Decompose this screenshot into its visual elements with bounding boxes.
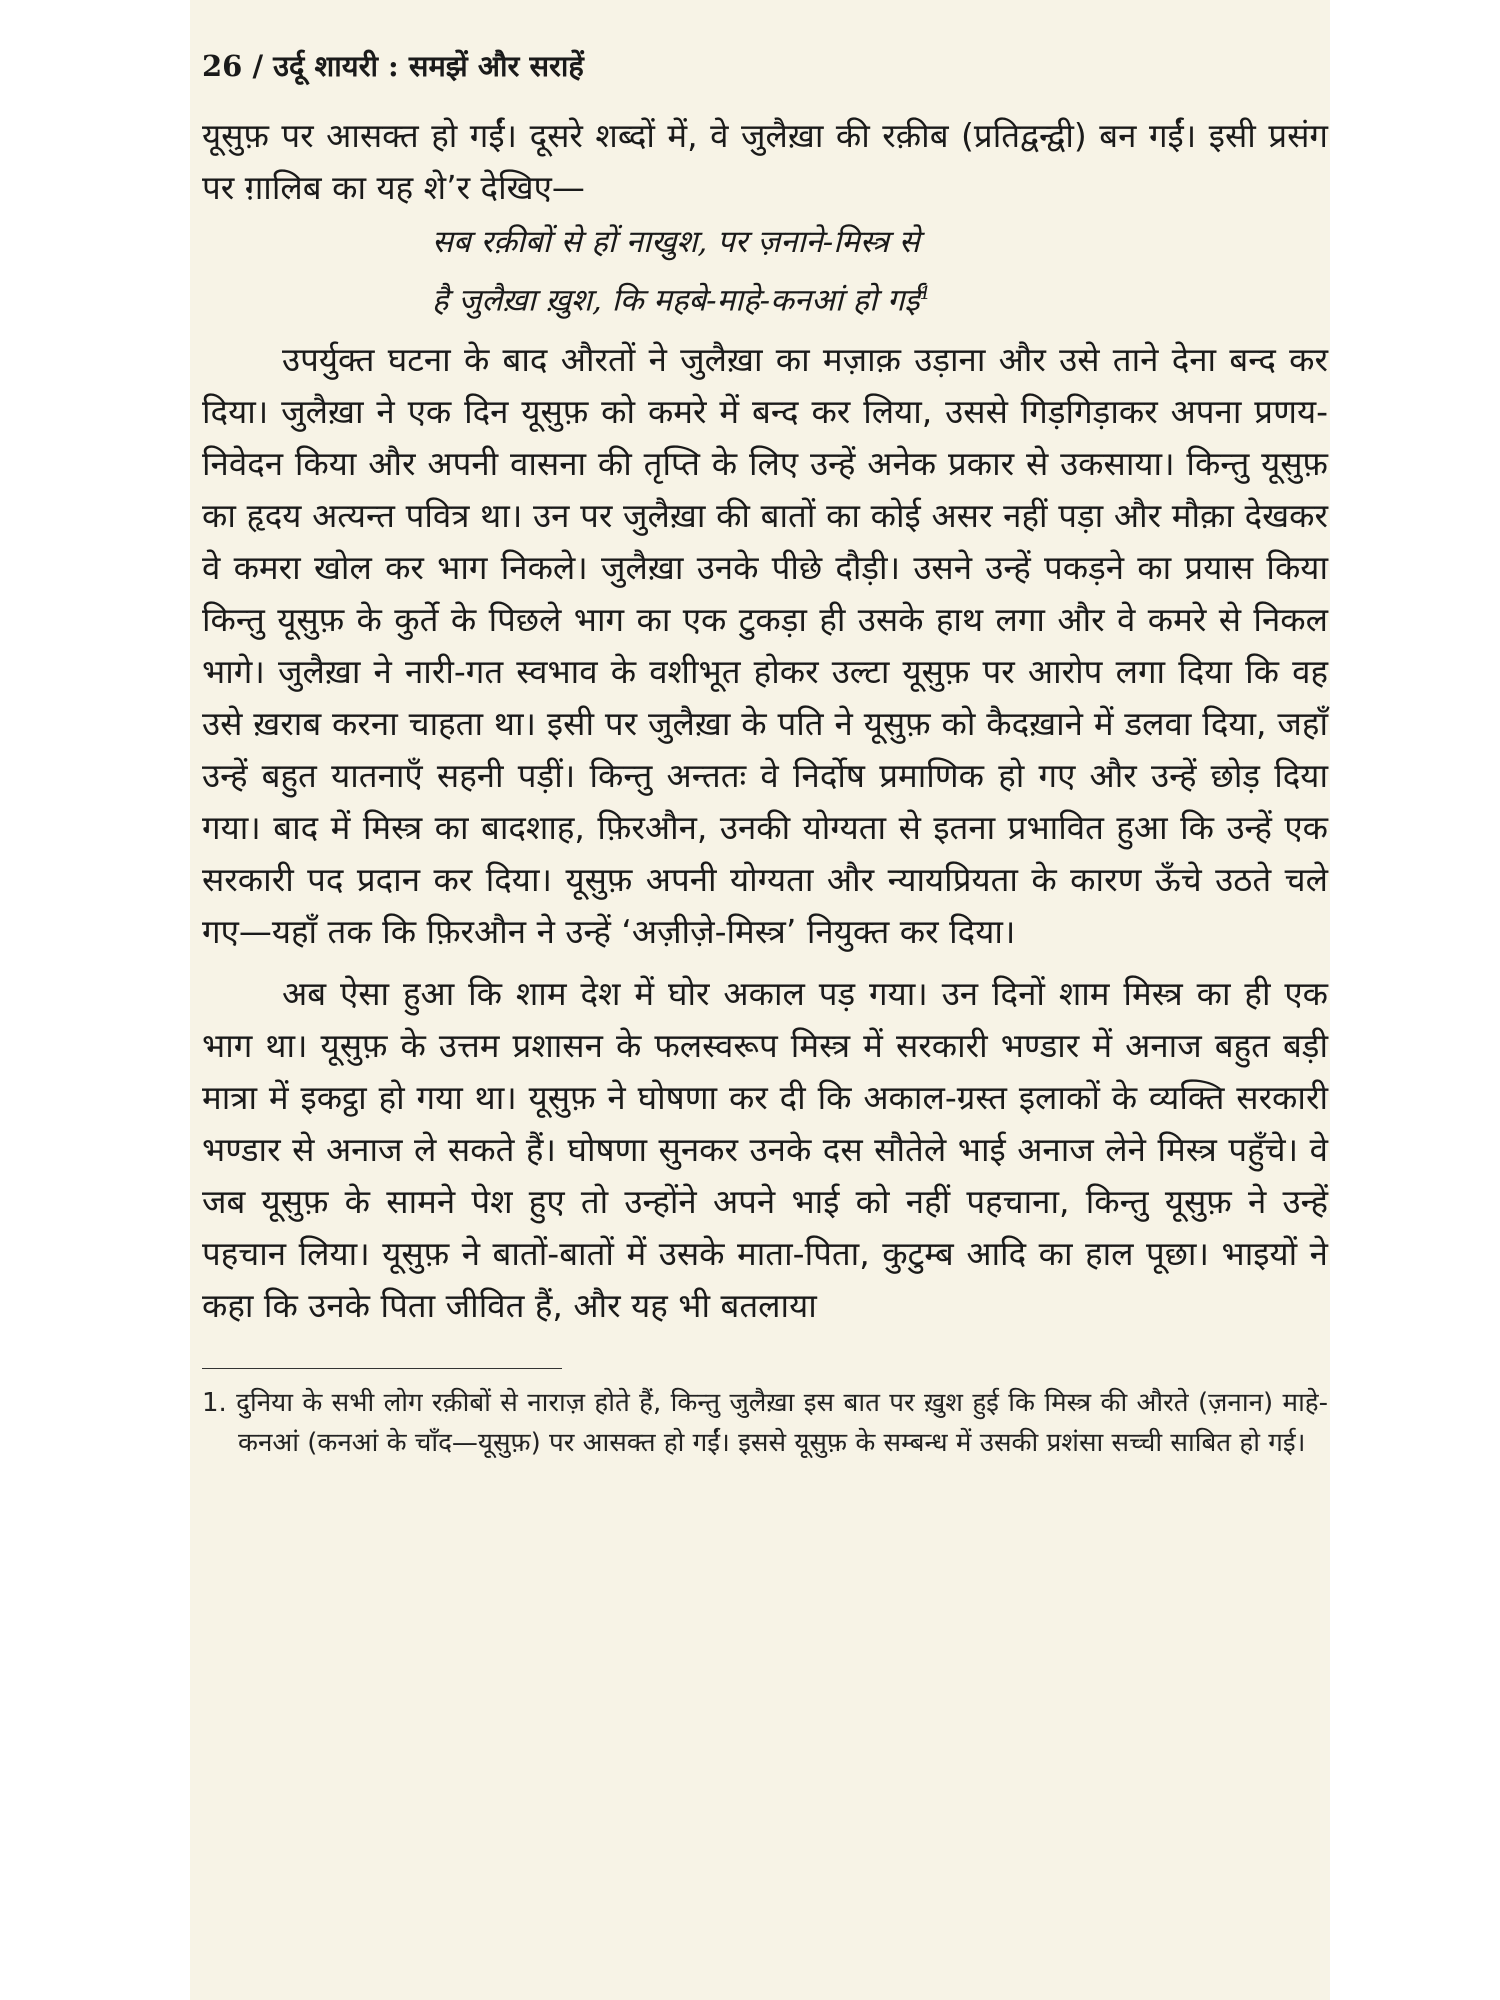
book-page (190, 0, 1330, 2000)
footnote-reference: 1 (919, 283, 932, 304)
paragraph-story: उपर्युक्त घटना के बाद औरतों ने जुलैख़ा का मज़ाक़ उड़ाना और उसे ताने देना बन्द कर दिया। जुलैख़ा ने एक दिन यूसुफ़ को कमरे में बन्द कर लिया, उससे गिड़गिड़ाकर अपना प्रणय-निवेदन किया और अपनी वासना की तृप्ति के लिए उन्हें अनेक प्रकार से उकसाया। किन्तु यूसुफ़ का हृदय अत्यन्त पवित्र था। उन पर जुलैख़ा की बातों का कोई असर नहीं पड़ा और मौक़ा देखकर वे कमरा खोल कर भाग निकले। जुलैख़ा उनके पीछे दौड़ी। उसने उन्हें पकड़ने का प्रयास किया किन्तु यूसुफ़ के कुर्ते के पिछले भाग का एक टुकड़ा ही उसके हाथ लगा और वे कमरे से निकल भागे। जुलैख़ा ने नारी-गत स्वभाव के वशीभूत होकर उल्टा यूसुफ़ पर आरोप लगा दिया कि वह उसे ख़राब करना चाहता था। इसी पर जुलैख़ा के पति ने यूसुफ़ को कैदख़ाने में डलवा दिया, जहाँ उन्हें बहुत यातनाएँ सहनी पड़ीं। किन्तु अन्ततः वे निर्दोष प्रमाणिक हो गए और उन्हें छोड़ दिया गया। बाद में मिस्त्र का बादशाह, फ़िरऔन, उनकी योग्यता से इतना प्रभावित हुआ कि उन्हें एक सरकारी पद प्रदान कर दिया। यूसुफ़ अपनी योग्यता और न्यायप्रियता के कारण ऊँचे उठते चले गए—यहाँ तक कि फ़िरऔन ने उन्हें ‘अज़ीज़े-मिस्त्र’ नियुक्त कर दिया। (202, 340, 1328, 952)
couplet-line-2 (432, 268, 1328, 326)
footnote-divider (202, 1368, 562, 1369)
paragraph-intro: यूसुफ़ पर आसक्त हो गईं। दूसरे शब्दों में, वे जुलैख़ा की रक़ीब (प्रतिद्वन्द्वी) बन गईं। इसी प्रसंग पर ग़ालिब का यह शे’र देखिए— (202, 116, 1328, 207)
couplet-line-1: सब रक़ीबों से हों नाखुश, पर ज़नाने-मिस्त्र से (432, 224, 920, 260)
footnote: 1. दुनिया के सभी लोग रक़ीबों से नाराज़ होते हैं, किन्तु जुलैख़ा इस बात पर ख़ुश हुई कि मिस्त्र की औरते (ज़नान) माहे-कनआं (कनआं के चाँद—यूसुफ़) पर आसक्त हो गईं। इससे यूसुफ़ के सम्बन्ध में उसकी प्रशंसा सच्ची साबित हो गई। (202, 1388, 1328, 1459)
ghalib-couplet (432, 216, 1328, 326)
paragraph-famine: अब ऐसा हुआ कि शाम देश में घोर अकाल पड़ गया। उन दिनों शाम मिस्त्र का ही एक भाग था। यूसुफ़ के उत्तम प्रशासन के फलस्वरूप मिस्त्र में सरकारी भण्डार में अनाज बहुत बड़ी मात्रा में इकट्ठा हो गया था। यूसुफ़ ने घोषणा कर दी कि अकाल-ग्रस्त इलाकों के व्यक्ति सरकारी भण्डार से अनाज ले सकते हैं। घोषणा सुनकर उनके दस सौतेले भाई अनाज लेने मिस्त्र पहुँचे। वे जब यूसुफ़ के सामने पेश हुए तो उन्होंने अपने भाई को नहीं पहचाना, किन्तु यूसुफ़ ने उन्हें पहचान लिया। यूसुफ़ ने बातों-बातों में उसके माता-पिता, कुटुम्ब आदि का हाल पूछा। भाइयों ने कहा कि उनके पिता जीवित हैं, और यह भी बतलाया (202, 974, 1328, 1326)
running-head: 26 / उर्दू शायरी : समझें और सराहें (202, 49, 584, 83)
couplet-line-2-text: है जुलैख़ा ख़ुश, कि महबे-माहे-कनआं हो गई (432, 282, 920, 319)
